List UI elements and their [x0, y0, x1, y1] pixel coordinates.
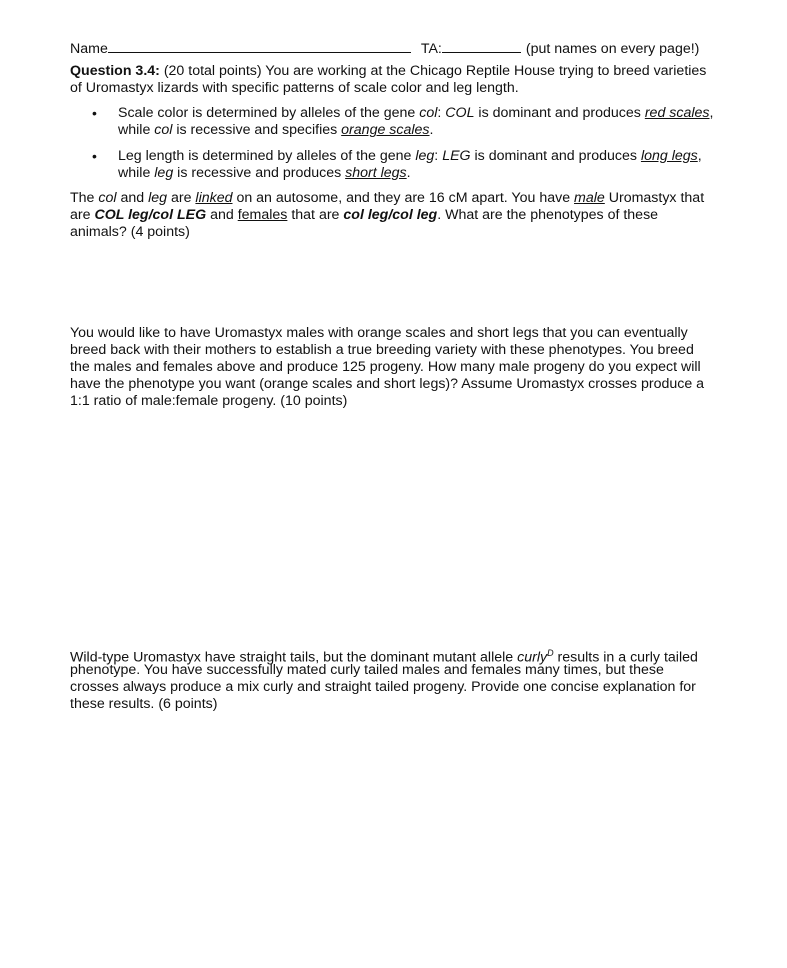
- part2-line: 1:1 ratio of male:female progeny. (10 points): [70, 393, 348, 409]
- gene-name: col: [419, 105, 438, 121]
- recessive-allele: leg: [154, 165, 174, 181]
- female-genotype: col leg/col leg: [343, 207, 438, 223]
- question-intro-1: (20 total points) You are working at the Chicago Reptile House trying to breed varieties: [159, 63, 707, 79]
- linked-term: linked: [195, 190, 233, 206]
- question-intro-2: of Uromastyx lizards with specific patterns of scale color and leg length.: [70, 80, 519, 96]
- question-intro-line-1: [70, 63, 706, 80]
- part2-line: breed back with their mothers to establish a true breeding variety with these phenotypes. You breed: [70, 342, 694, 358]
- text: :: [434, 148, 443, 164]
- phenotype: red scales: [644, 105, 710, 121]
- bullet-2-line-2: [118, 165, 411, 182]
- recessive-allele: col: [154, 122, 173, 138]
- text: animals? (4 points): [70, 224, 190, 240]
- text: while: [118, 165, 155, 181]
- text: The: [70, 190, 99, 206]
- females-term: females: [237, 207, 288, 223]
- text: ,: [697, 148, 702, 164]
- part1-line-3: [70, 224, 190, 241]
- text: and: [206, 207, 238, 223]
- gene-name: col: [98, 190, 117, 206]
- text: .: [406, 165, 411, 181]
- part2-line: have the phenotype you want (orange scales and short legs)? Assume Uromastyx crosses produce a: [70, 376, 705, 392]
- allele-name: curly: [517, 649, 548, 666]
- text: is dominant and produces: [474, 105, 645, 121]
- part3-line-3: crosses always produce a mix curly and straight tailed progeny. Provide one concise explanation for: [70, 679, 696, 695]
- allele-superscript: D: [547, 648, 554, 658]
- part2-line: You would like to have Uromastyx males with orange scales and short legs that you can eventually: [70, 325, 688, 341]
- text: .: [429, 122, 434, 138]
- text: is recessive and produces: [173, 165, 346, 181]
- bullet-1-line-2: [118, 122, 433, 139]
- text: Wild-type Uromastyx have straight tails, but the dominant mutant allele: [70, 649, 518, 666]
- dominant-allele: LEG: [442, 148, 471, 164]
- gene-name: leg: [148, 190, 168, 206]
- text: are: [70, 207, 95, 223]
- gene-name: leg: [415, 148, 435, 164]
- phenotype: long legs: [640, 148, 698, 164]
- question-intro-line-2: [70, 80, 519, 97]
- bullet-dot: •: [92, 105, 97, 121]
- text: Scale color is determined by alleles of the gene: [118, 105, 420, 121]
- text: Leg length is determined by alleles of the gene: [118, 148, 416, 164]
- dominant-allele: COL: [445, 105, 475, 121]
- text: and: [116, 190, 149, 206]
- text: on an autosome, and they are 16 cM apart. You have: [232, 190, 575, 206]
- text: ,: [709, 105, 714, 121]
- text: . What are the phenotypes of these: [437, 207, 659, 223]
- part1-line-2: [70, 207, 658, 224]
- bullet-2-line-1: [118, 148, 702, 165]
- male-genotype: COL leg/col LEG: [94, 207, 207, 223]
- text: results in a curly tailed: [553, 649, 698, 666]
- part3-line-2: phenotype. You have successfully mated curly tailed males and females many times, but these: [70, 662, 664, 678]
- part1-line-1: [70, 190, 704, 207]
- text: are: [167, 190, 196, 206]
- text: Uromastyx that: [604, 190, 705, 206]
- text: while: [118, 122, 155, 138]
- male-term: male: [574, 190, 605, 206]
- text: is dominant and produces: [470, 148, 641, 164]
- part2-line: the males and females above and produce 125 progeny. How many male progeny do you expect will: [70, 359, 701, 375]
- phenotype: orange scales: [341, 122, 430, 138]
- bullet-dot: •: [92, 148, 97, 164]
- name-label: Name: [70, 41, 108, 57]
- bullet-1-line-1: [118, 105, 713, 122]
- name-blank[interactable]: [108, 39, 411, 53]
- text: is recessive and specifies: [172, 122, 342, 138]
- header-note: (put names on every page!): [525, 41, 700, 57]
- ta-label: TA:: [420, 41, 442, 57]
- phenotype: short legs: [345, 165, 407, 181]
- part3-line-4: these results. (6 points): [70, 696, 218, 712]
- ta-blank[interactable]: [442, 39, 521, 53]
- text: :: [437, 105, 446, 121]
- text: that are: [287, 207, 344, 223]
- question-title: Question 3.4:: [70, 63, 160, 79]
- header-line: [70, 39, 699, 58]
